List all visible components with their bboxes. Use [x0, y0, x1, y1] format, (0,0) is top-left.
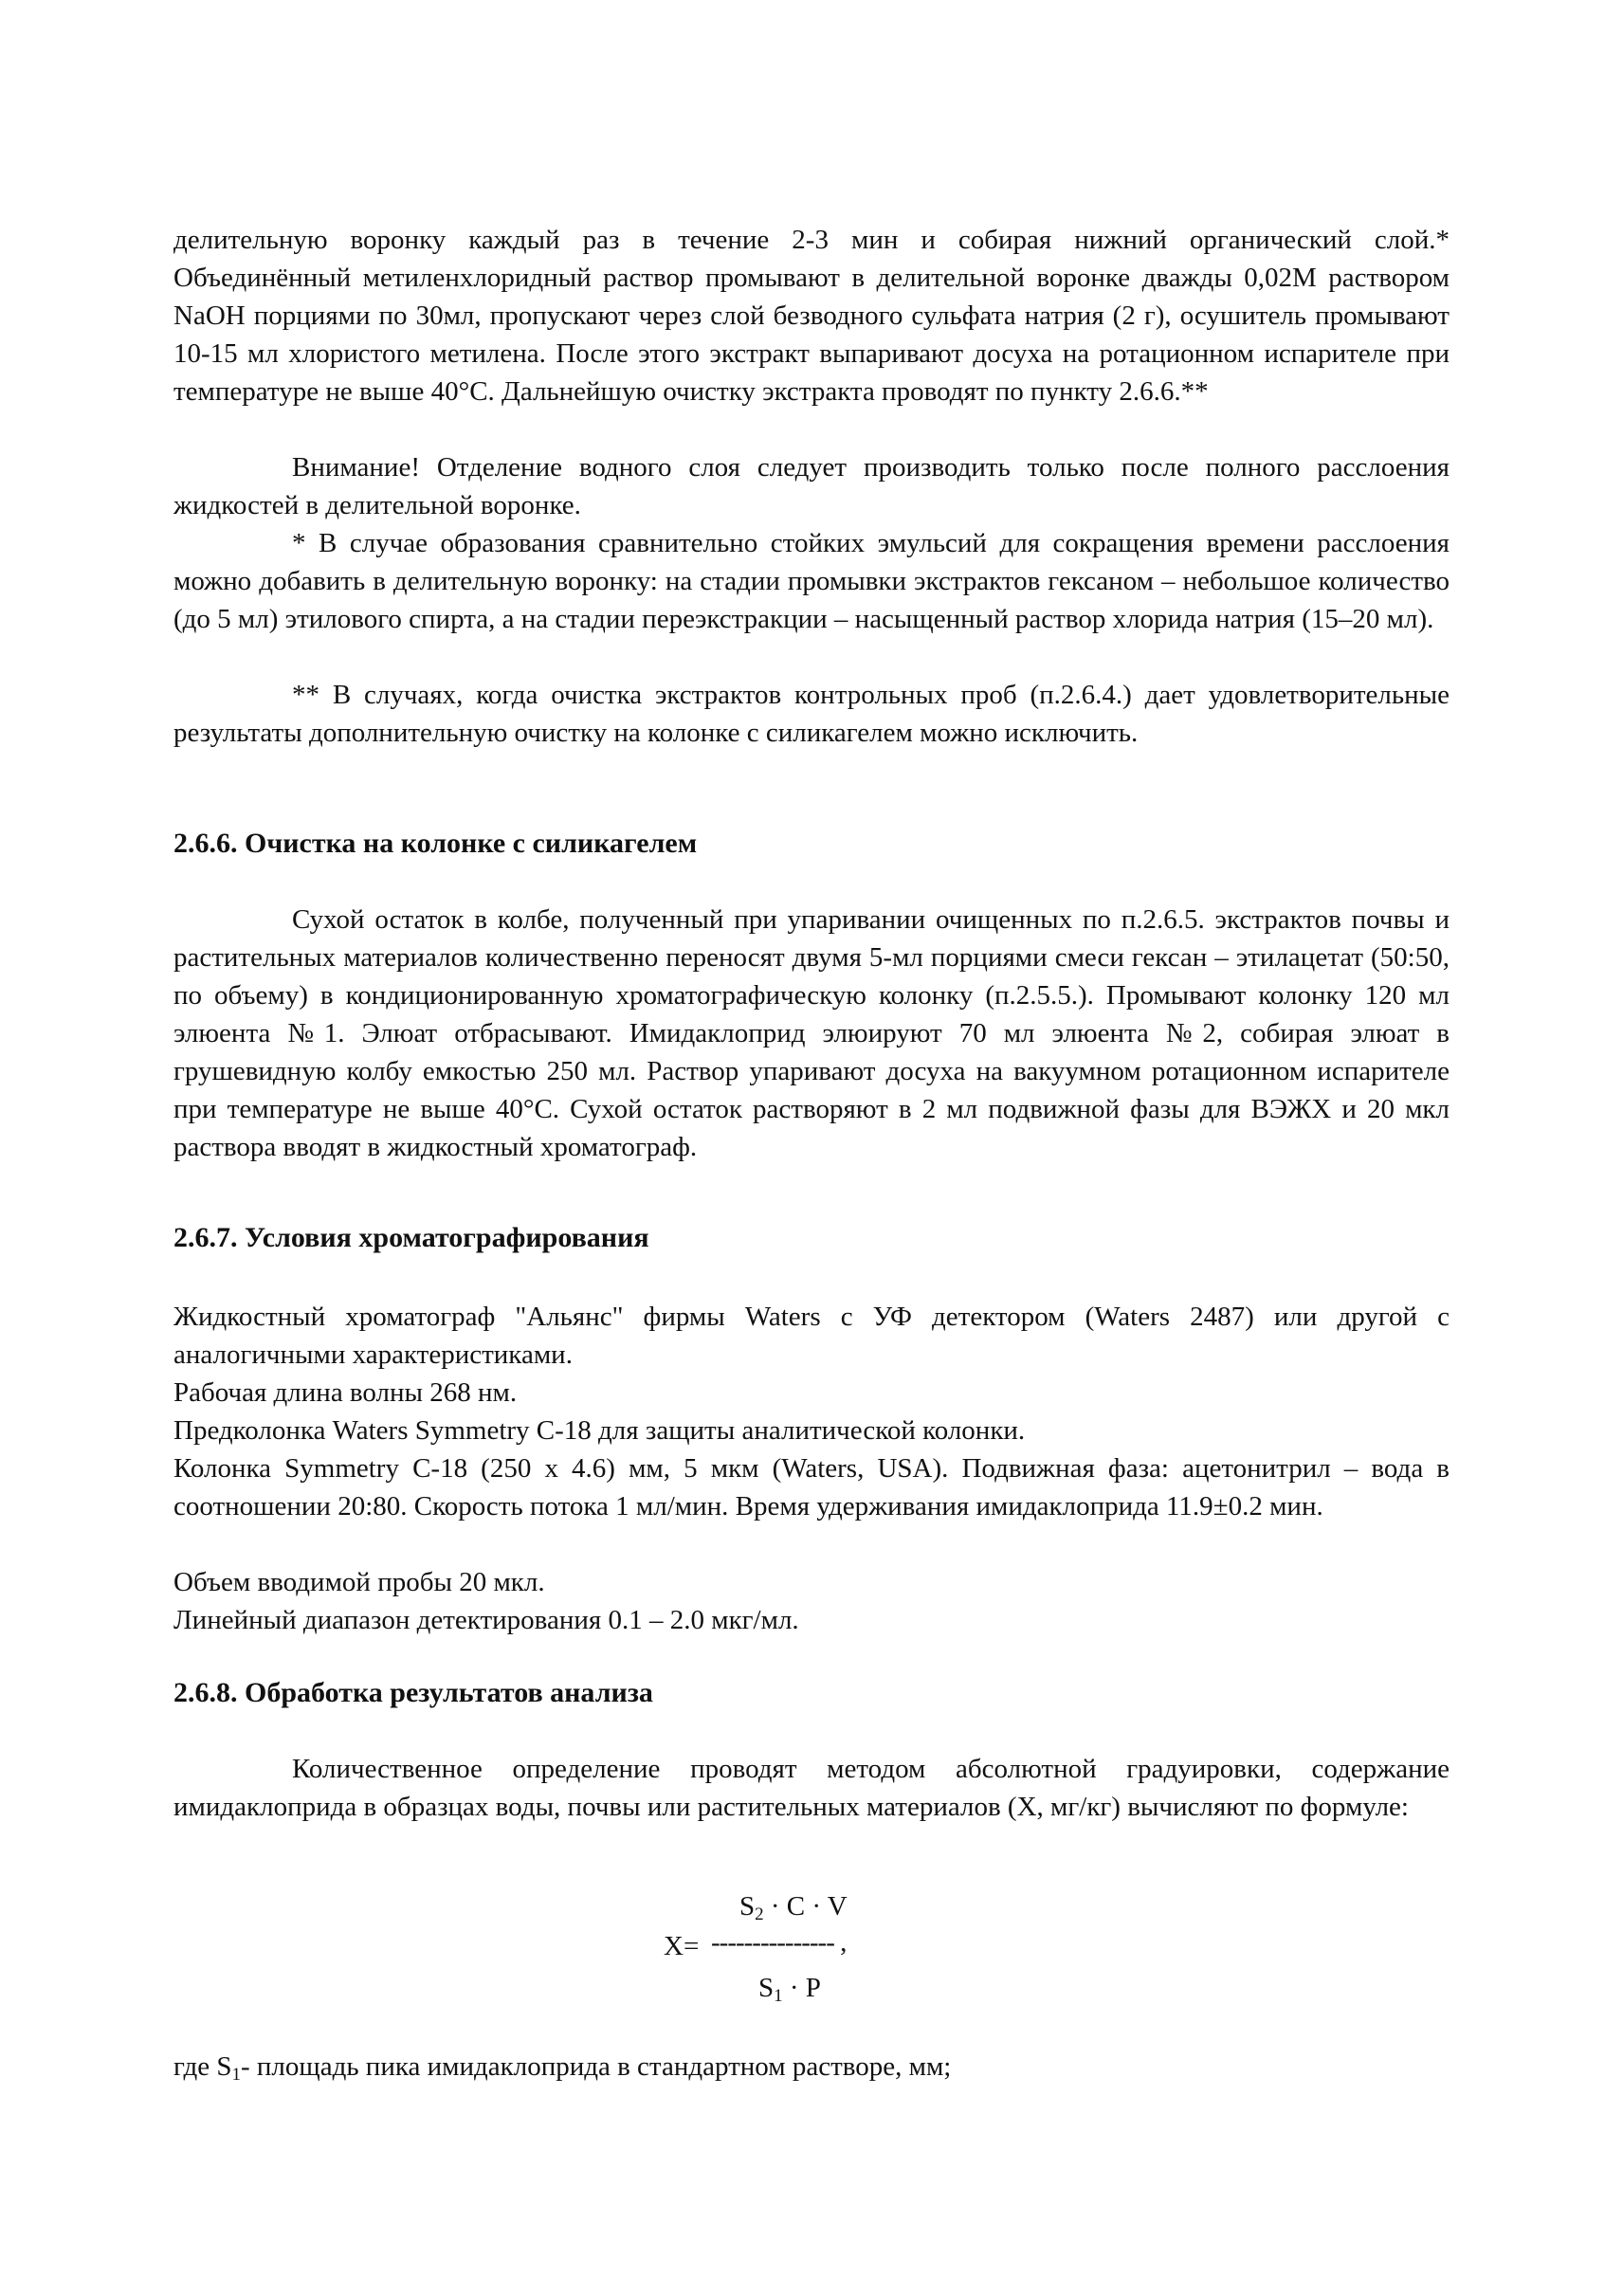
where-definition-line: [173, 2048, 1450, 2094]
formula-numerator: [739, 1891, 848, 1925]
formula-denominator-rest: · P: [782, 1973, 821, 2003]
section-2-6-7-title: 2.6.7. Условия хроматографирования: [173, 1222, 649, 1253]
section-2-6-7-equipment: Жидкостный хроматограф "Альянс" фирмы Waters с УФ детектором (Waters 2487) или другой с аналогичными характеристиками.: [173, 1302, 1450, 1370]
attention-note: Внимание! Отделение водного слоя следует производить только после полного расслоения жидкостей в делительной воронке.: [173, 452, 1450, 520]
formula-denominator: [758, 1973, 821, 2007]
formula-s2-subscript: 2: [755, 1904, 764, 1924]
footnote-single-asterisk: * В случае образования сравнительно стойких эмульсий для сокращения времени расслоения можно добавить в делительную воронку: на стадии промывки экстрактов гексаном – небольшое количество (до 5 мл) этилового спирта, а на стадии переэкстракции – насыщенный раствор хлорида натрия (15–20 мл).: [173, 528, 1450, 634]
section-2-6-7-precolumn: Предколонка Waters Symmetry С-18 для защиты аналитической колонки.: [173, 1415, 1026, 1446]
where-prefix: где S: [173, 2051, 232, 2082]
section-2-6-7-injection-volume: Объем вводимой пробы 20 мкл.: [173, 1567, 545, 1597]
formula-s2: S: [739, 1891, 756, 1922]
formula-s1-subscript: 1: [774, 1986, 783, 2006]
formula-numerator-rest: · C · V: [763, 1891, 848, 1922]
formula-fraction-line: --------------- ,: [711, 1927, 847, 1958]
section-2-6-8-text: Количественное определение проводят методом абсолютной градуировки, содержание имидаклоприда в образцах воды, почвы или растительных материалов (Х, мг/кг) вычисляют по формуле:: [173, 1754, 1450, 1822]
section-2-6-8-title: 2.6.8. Обработка результатов анализа: [173, 1677, 653, 1708]
intro-line-1: делительную воронку каждый раз в течение 2-3 мин и собирая нижний органический слой.*: [173, 225, 1450, 255]
formula-s1: S: [758, 1973, 775, 2003]
section-2-6-6-text: Сухой остаток в колбе, полученный при упаривании очищенных по п.2.6.5. экстрактов почвы и растительных материалов количественно переносят двумя 5-мл порциями смеси гексан – этилацетат (50:50, по объему) в кондиционированную хроматографическую колонку (п.2.5.5.). Промывают колонку 120 мл элюента №1. Элюат отбрасывают. Имидаклоприд элюируют 70 мл элюента №2, собирая элюат в грушевидную колбу емкостью 250 мл. Раствор упаривают досуха на вакуумном ротационном испарителе при температуре не выше 40°С. Сухой остаток растворяют в 2 мл подвижной фазы для ВЭЖХ и 20 мкл раствора вводят в жидкостный хроматограф.: [173, 904, 1450, 1162]
section-2-6-7-wavelength: Рабочая длина волны 268 нм.: [173, 1377, 518, 1408]
footnote-double-asterisk: ** В случаях, когда очистка экстрактов контрольных проб (п.2.6.4.) дает удовлетворительные результаты дополнительную очистку на колонке с силикагелем можно исключить.: [173, 680, 1450, 748]
where-rest: - площадь пика имидаклоприда в стандартном растворе, мм;: [240, 2051, 952, 2082]
where-subscript: 1: [231, 2065, 241, 2085]
section-2-6-6-title: 2.6.6. Очистка на колонке с силикагелем: [173, 828, 698, 859]
section-2-6-7-linear-range: Линейный диапазон детектирования 0.1 – 2.0 мкг/мл.: [173, 1605, 799, 1635]
formula-lhs: X=: [664, 1931, 700, 1961]
intro-paragraph: Объединённый метиленхлоридный раствор промывают в делительной воронке дважды 0,02М раствором NaOH порциями по 30мл, пропускают через слой безводного сульфата натрия (2 г), осушитель промывают 10-15 мл хлористого метилена. После этого экстракт выпаривают досуха на ротационном испарителе при температуре не выше 40°С. Дальнейшую очистку экстракта проводят по пункту 2.6.6.**: [173, 263, 1450, 407]
formula: [664, 1891, 910, 2014]
section-2-6-7-column: Колонка Symmetry С-18 (250 х 4.6) мм, 5 мкм (Waters, USA). Подвижная фаза: ацетонитрил – вода в соотношении 20:80. Скорость потока 1 мл/мин. Время удерживания имидаклоприда 11.9±0.2 мин.: [173, 1453, 1450, 1522]
